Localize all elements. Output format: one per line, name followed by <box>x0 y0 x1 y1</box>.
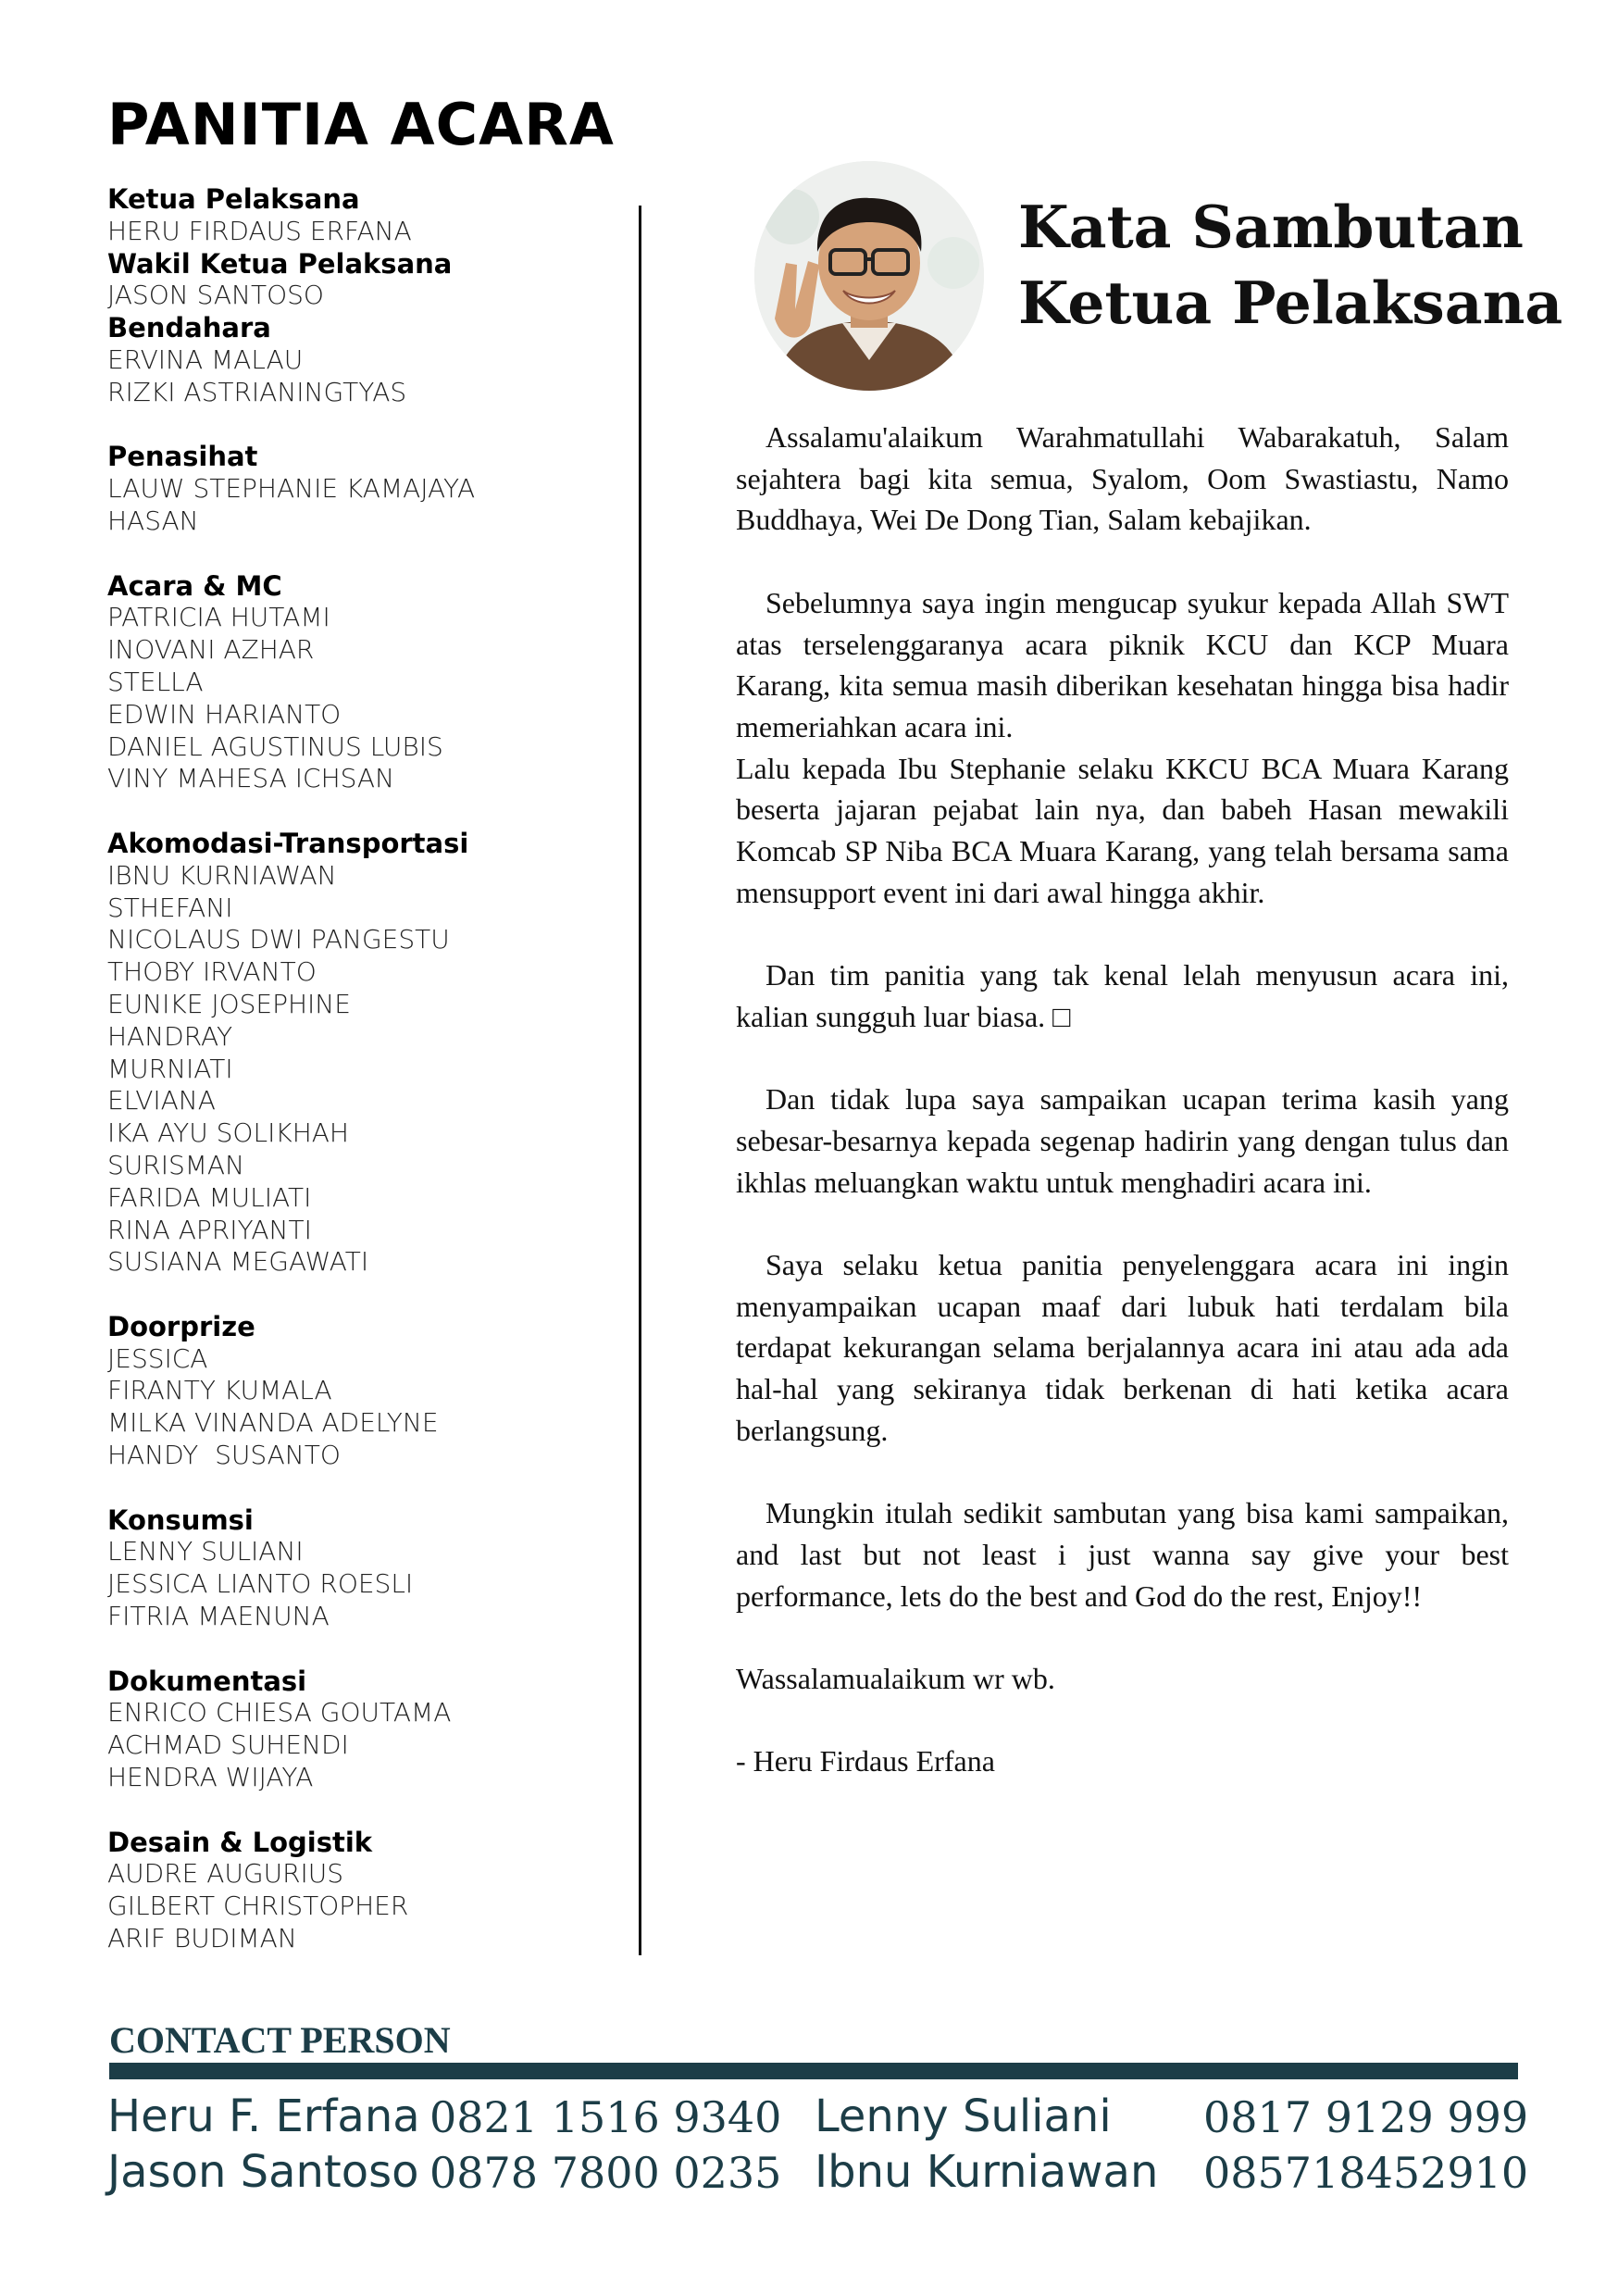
committee-member: FITRIA MAENUNA <box>107 1601 330 1632</box>
committee-section <box>107 248 626 313</box>
committee-member: EUNIKE JOSEPHINE <box>107 988 351 1019</box>
committee-section <box>107 570 626 796</box>
committee-member: ERVINA MALAU <box>107 343 304 375</box>
committee-member: RIZKI ASTRIANINGTYAS <box>107 376 407 407</box>
contact-name: Lenny Suliani <box>815 2090 1112 2142</box>
committee-role: Akomodasi-Transportasi <box>107 827 469 859</box>
committee-member: GILBERT CHRISTOPHER <box>107 1890 409 1922</box>
committee-section <box>107 441 626 537</box>
greeting-title-line: Ketua Pelaksana <box>1018 268 1563 337</box>
committee-member: JESSICA <box>107 1342 208 1374</box>
committee-title: PANITIA ACARA <box>107 91 615 158</box>
contact-phone: 0817 9129 999 <box>1203 2092 1529 2142</box>
contact-phone: 085718452910 <box>1203 2148 1529 2198</box>
committee-member: EDWIN HARIANTO <box>107 698 342 730</box>
committee-member: STHEFANI <box>107 892 233 923</box>
committee-role: Dokumentasi <box>107 1665 307 1697</box>
committee-member: IBNU KURNIAWAN <box>107 859 337 891</box>
speech-paragraph: Saya selaku ketua panitia penyelenggara acara ini ingin menyampaikan ucapan maaf dari lubuk hati terdalam bila terdapat kekurangan selama berjalannya acara ini atau ada ada hal-hal yang sekiranya tidak berkenan di hati ketika acara berlangsung. <box>736 1248 1509 1447</box>
contact-name: Jason Santoso <box>107 2146 419 2198</box>
speech-closing: Wassalamualaikum wr wb. <box>736 1662 1055 1695</box>
committee-section <box>107 1504 626 1633</box>
committee-member: STELLA <box>107 666 204 697</box>
committee-member: DANIEL AGUSTINUS LUBIS <box>107 730 443 762</box>
speech-paragraph: Mungkin itulah sedikit sambutan yang bisa kami sampaikan, and last but not least i just wanna say give your best performance, lets do the best and God do the rest, Enjoy!! <box>736 1496 1509 1613</box>
committee-list <box>107 183 626 1955</box>
committee-member: JESSICA LIANTO ROESLI <box>107 1568 414 1600</box>
speech-paragraph: Lalu kepada Ibu Stephanie selaku KKCU BCA Muara Karang beserta jajaran pejabat lain nya, dan babeh Hasan mewakili Komcab SP Niba BCA Muara Karang, yang telah bersama sama mensupport event ini dari awal hingga akhir. <box>736 751 1509 909</box>
committee-section <box>107 1666 626 1794</box>
committee-role: Desain & Logistik <box>107 1826 373 1858</box>
committee-member: ACHMAD SUHENDI <box>107 1729 349 1761</box>
committee-role: Konsumsi <box>107 1504 254 1536</box>
committee-section <box>107 1827 626 1955</box>
committee-member: HERU FIRDAUS ERFANA <box>107 215 412 246</box>
committee-section <box>107 828 626 1279</box>
committee-member: INOVANI AZHAR <box>107 634 315 666</box>
committee-member: LAUW STEPHANIE KAMAJAYA <box>107 473 476 505</box>
committee-member: JASON SANTOSO <box>107 280 324 311</box>
committee-member: PATRICIA HUTAMI <box>107 602 330 633</box>
committee-role: Doorprize <box>107 1310 255 1342</box>
committee-member: SURISMAN <box>107 1149 245 1180</box>
contact-phone: 0878 7800 0235 <box>429 2148 782 2198</box>
committee-member: MILKA VINANDA ADELYNE <box>107 1407 439 1439</box>
committee-member: FIRANTY KUMALA <box>107 1375 332 1406</box>
column-divider <box>639 206 641 1955</box>
committee-member: FARIDA MULIATI <box>107 1181 312 1213</box>
speech-paragraph: Assalamu'alaikum Warahmatullahi Wabarakatuh, Salam sejahtera bagi kita semua, Syalom, Oom Swastiastu, Namo Buddhaya, Wei De Dong Tian, Salam kebajikan. <box>736 420 1509 537</box>
contact-title: CONTACT PERSON <box>109 2019 451 2061</box>
speech-paragraph: Dan tidak lupa saya sampaikan ucapan terima kasih yang sebesar-besarnya kepada segenap hadirin yang dengan tulus dan ikhlas meluangkan waktu untuk menghadiri acara ini. <box>736 1082 1509 1199</box>
committee-section <box>107 1311 626 1472</box>
contact-name: Heru F. Erfana <box>107 2090 420 2142</box>
contact-name: Ibnu Kurniawan <box>815 2146 1159 2198</box>
committee-member: HANDRAY <box>107 1020 233 1052</box>
committee-member: SUSIANA MEGAWATI <box>107 1246 369 1278</box>
speech-paragraph: Sebelumnya saya ingin mengucap syukur kepada Allah SWT atas terselenggaranya acara piknik KCU dan KCP Muara Karang, kita semua masih diberikan kesehatan hingga bisa hadir memeriahkan acara ini. <box>736 585 1509 743</box>
contact-divider-bar <box>109 2063 1518 2079</box>
committee-role: Acara & MC <box>107 569 282 602</box>
committee-member: RINA APRIYANTI <box>107 1214 312 1245</box>
committee-section <box>107 312 626 408</box>
committee-member: AUDRE AUGURIUS <box>107 1858 344 1890</box>
committee-section <box>107 183 626 248</box>
committee-role: Ketua Pelaksana <box>107 183 360 215</box>
greeting-speech <box>736 417 1509 1782</box>
committee-member: HENDRA WIJAYA <box>107 1762 314 1793</box>
committee-member: LENNY SULIANI <box>107 1536 304 1567</box>
committee-member: IKA AYU SOLIKHAH <box>107 1117 349 1149</box>
committee-member: MURNIATI <box>107 1053 233 1084</box>
committee-member: ELVIANA <box>107 1085 216 1117</box>
chairman-photo <box>754 161 984 391</box>
speech-signature: - Heru Firdaus Erfana <box>736 1744 995 1778</box>
greeting-title <box>1018 189 1562 341</box>
greeting-title-line: Kata Sambutan <box>1018 193 1524 261</box>
committee-member: ARIF BUDIMAN <box>107 1923 297 1954</box>
committee-member: NICOLAUS DWI PANGESTU <box>107 924 450 955</box>
committee-member: HASAN <box>107 505 199 536</box>
committee-member: HANDY SUSANTO <box>107 1440 341 1471</box>
committee-role: Bendahara <box>107 312 271 344</box>
committee-member: THOBY IRVANTO <box>107 956 317 988</box>
speech-paragraph: Dan tim panitia yang tak kenal lelah menyusun acara ini, kalian sungguh luar biasa. □ <box>736 958 1509 1033</box>
committee-role: Wakil Ketua Pelaksana <box>107 247 453 280</box>
committee-member: VINY MAHESA ICHSAN <box>107 763 395 794</box>
committee-member: ENRICO CHIESA GOUTAMA <box>107 1697 452 1728</box>
committee-role: Penasihat <box>107 441 258 473</box>
contact-phone: 0821 1516 9340 <box>429 2092 782 2142</box>
